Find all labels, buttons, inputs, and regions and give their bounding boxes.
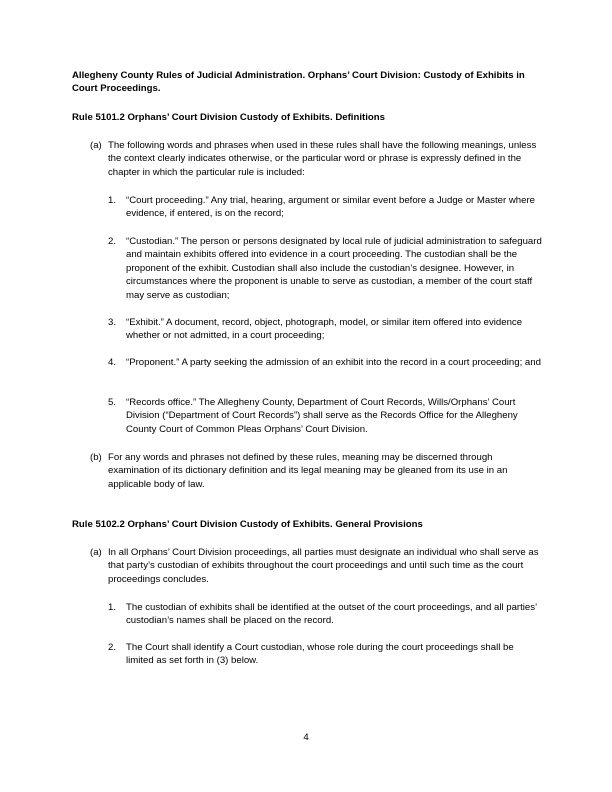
page-number: 4 [303, 732, 309, 743]
paragraph-text: The following words and phrases when used in these rules shall have the following meanings, unless the context clearly indicates otherwise, or the particular word or phrase is expressly defined in the chapter in which the particular rule is included: [108, 140, 537, 178]
provision-item [108, 601, 542, 628]
definition-text: “Proponent.” A party seeking the admission of an exhibit into the record in a court proceeding; and [126, 357, 541, 368]
rule-5101-paragraph-a [90, 139, 542, 179]
provision-text: The Court shall identify a Court custodian, whose role during the court proceedings shall be limited as set forth in (3) below. [126, 642, 514, 667]
definition-text: “Court proceeding.” Any trial, hearing, argument or similar event before a Judge or Master where evidence, if entered, is on the record; [126, 195, 535, 220]
rule-5102-heading: Rule 5102.2 Orphans’ Court Division Custody of Exhibits. General Provisions [72, 519, 423, 530]
list-marker: 1. [108, 195, 117, 206]
rule-5101-paragraph-b [90, 451, 542, 491]
list-marker: 5. [108, 397, 117, 408]
list-marker: 4. [108, 357, 117, 368]
rule-5102-paragraph-a [90, 546, 542, 586]
provision-item [108, 641, 542, 668]
paragraph-marker: (b) [90, 452, 102, 463]
definition-text: “Exhibit.” A document, record, object, photograph, model, or similar item offered into evidence whether or not admitted, in a court proceeding; [126, 317, 523, 342]
definition-item [108, 235, 542, 302]
rule-5101-heading: Rule 5101.2 Orphans’ Court Division Custody of Exhibits. Definitions [72, 112, 385, 123]
list-marker: 2. [108, 236, 117, 247]
definition-item [108, 194, 542, 221]
definition-text: “Records office.” The Allegheny County, Department of Court Records, Wills/Orphans’ Court Division (“Department of Court Records”) shall serve as the Records Office for the Allegheny County Court of Common Pleas Orphans’ Court Division. [126, 397, 518, 435]
definition-item [108, 356, 542, 369]
list-marker: 3. [108, 317, 117, 328]
list-marker: 1. [108, 602, 117, 613]
paragraph-text: In all Orphans’ Court Division proceedings, all parties must designate an individual who shall serve as that party’s custodian of exhibits throughout the court proceedings and until such time as the court proceedings concludes. [108, 547, 539, 585]
provision-text: The custodian of exhibits shall be identified at the outset of the court proceedings, and all parties’ custodian’s names shall be placed on the record. [126, 602, 537, 627]
definition-text: “Custodian.” The person or persons designated by local rule of judicial administration to safeguard and maintain exhibits offered into evidence in a court proceeding. The custodian shall be the proponent of the exhibit. Custodian shall also include the custodian’s designee. However, in circumstances where the proponent is unable to serve as custodian, a member of the court staff may serve as custodian; [126, 236, 542, 301]
paragraph-text: For any words and phrases not defined by these rules, meaning may be discerned through examination of its dictionary definition and its legal meaning may be gleaned from its use in an applicable body of law. [108, 452, 508, 490]
definition-item [108, 396, 542, 436]
paragraph-marker: (a) [90, 140, 102, 151]
paragraph-marker: (a) [90, 547, 102, 558]
definition-item [108, 316, 542, 343]
document-title: Allegheny County Rules of Judicial Administration. Orphans’ Court Division: Custody of Exhibits in Court Proceedings. [72, 70, 525, 95]
list-marker: 2. [108, 642, 117, 653]
